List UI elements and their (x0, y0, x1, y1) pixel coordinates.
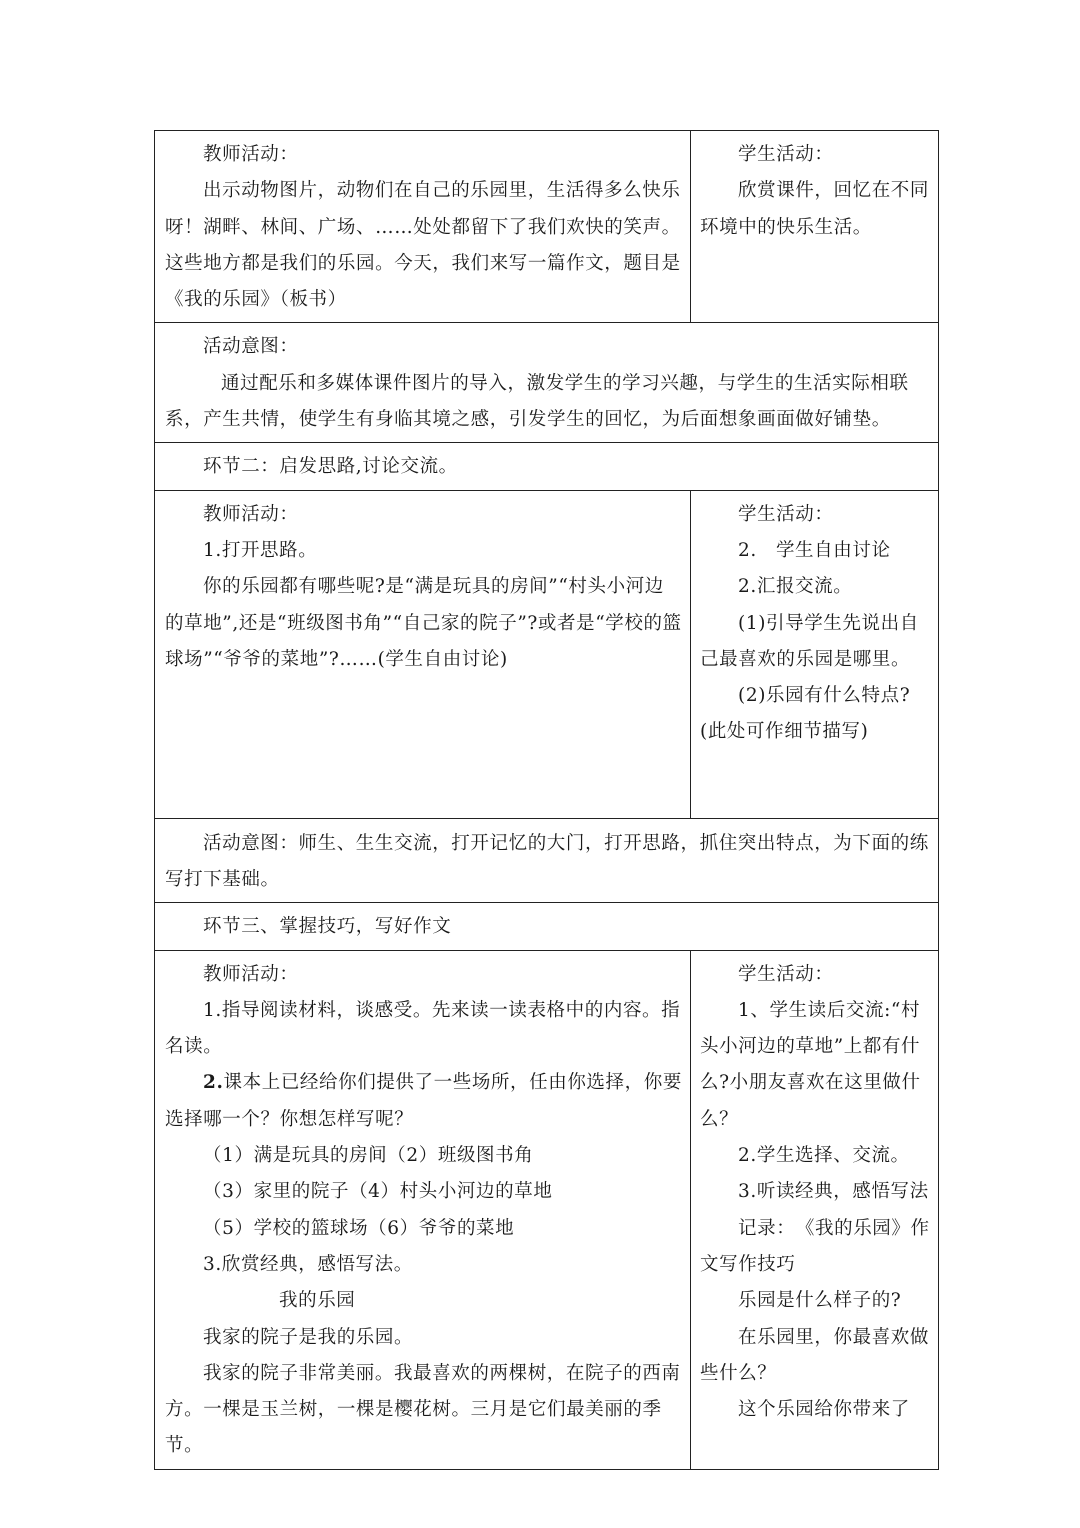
item-text: 课本上已经给你们提供了一些场所，任由你选择，你要选择哪一个？你想怎样写呢？ (165, 1072, 682, 1130)
teacher-text: 出示动物图片，动物们在自己的乐园里，生活得多么快乐呀！湖畔、林间、广场、……处处都留下了我们欢快的笑声。这些地方都是我们的乐园。今天，我们来写一篇作文，题目是《我的乐园》（板书） (165, 180, 681, 311)
essay-line: 我家的院子非常美丽。我最喜欢的两棵树，在院子的西南方。一棵是玉兰树，一棵是樱花树。三月是它们最美丽的季节。 (165, 1362, 681, 1457)
essay-title: 我的乐园 (279, 1290, 356, 1312)
teacher-heading: 教师活动： (203, 144, 299, 165)
section1-row (155, 131, 939, 323)
student-line: (1)引导学生先说出自己最喜欢的乐园是哪里。 (700, 612, 919, 670)
lesson-plan-table (154, 130, 939, 1470)
student-heading: 学生活动： (738, 503, 834, 525)
teacher-item: 3.欣赏经典，感悟写法。 (203, 1253, 413, 1275)
item-number: 2. (203, 1072, 224, 1094)
intent-text: 通过配乐和多媒体课件图片的导入，激发学生的学习兴趣，与学生的生活实际相联系，产生共情，使学生有身临其境之感，引发学生的回忆，为后面想象画面做好铺垫。 (165, 372, 909, 431)
essay-line: 我家的院子是我的乐园。 (203, 1326, 414, 1348)
intent1-cell (155, 323, 939, 443)
teacher-line: 你的乐园都有哪些呢?是“满是玩具的房间”“村头小河边的草地”,还是“班级图书角”“自己家的院子”?或者是“学校的篮球场”“爷爷的菜地”?……(学生自由讨论) (165, 576, 682, 670)
student-line: 记录： 《我的乐园》作文写作技巧 (700, 1217, 930, 1275)
section3-teacher-cell (155, 950, 691, 1469)
step3-cell (155, 903, 939, 950)
student-line: 乐园是什么样子的? (738, 1290, 902, 1312)
student-line: 这个乐园给你带来了 (738, 1399, 910, 1421)
student-line: 在乐园里，你最喜欢做些什么？ (700, 1326, 930, 1384)
section2-row (155, 490, 939, 818)
intent2-cell (155, 818, 939, 903)
student-text: 欣赏课件，回忆在不同环境中的快乐生活。 (700, 180, 930, 238)
student-line: 3.听读经典，感悟写法 (738, 1181, 929, 1203)
section3-student-cell (691, 950, 939, 1469)
teacher-line: 1.打开思路。 (203, 539, 318, 561)
student-line: 1、学生读后交流:“村头小河边的草地”上都有什么?小朋友喜欢在这里做什么？ (700, 999, 921, 1130)
intent2-row (155, 818, 939, 903)
section1-teacher-cell (155, 131, 691, 323)
step3-row (155, 903, 939, 950)
teacher-heading: 教师活动： (203, 503, 299, 525)
option-line: （5）学校的篮球场（6）爷爷的菜地 (203, 1217, 515, 1239)
option-line: （1）满是玩具的房间（2）班级图书角 (203, 1145, 534, 1167)
option-line: （3）家里的院子（4）村头小河边的草地 (203, 1181, 553, 1203)
teacher-heading: 教师活动： (203, 963, 299, 985)
step2-row (155, 443, 939, 490)
step-title: 环节二：启发思路,讨论交流。 (203, 456, 458, 478)
step2-cell (155, 443, 939, 490)
section2-teacher-cell (155, 490, 691, 818)
section1-student-cell (691, 131, 939, 323)
student-heading: 学生活动： (738, 963, 834, 985)
student-line: 2.汇报交流。 (738, 576, 853, 598)
intent-text: 活动意图：师生、生生交流，打开记忆的大门，打开思路，抓住突出特点，为下面的练写打下基础。 (165, 832, 929, 890)
student-line: 2. 学生自由讨论 (738, 539, 891, 561)
section2-student-cell (691, 490, 939, 818)
intent-heading: 活动意图： (203, 336, 299, 358)
section3-row (155, 950, 939, 1469)
teacher-item: 1.指导阅读材料，谈感受。先来读一读表格中的内容。指名读。 (165, 999, 681, 1058)
student-line: 2.学生选择、交流。 (738, 1145, 910, 1167)
teacher-item (165, 1065, 682, 1138)
intent1-row (155, 323, 939, 443)
student-line: (2)乐园有什么特点?(此处可作细节描写) (700, 685, 911, 743)
student-heading: 学生活动： (738, 144, 834, 165)
step-title: 环节三、掌握技巧，写好作文 (203, 916, 452, 938)
